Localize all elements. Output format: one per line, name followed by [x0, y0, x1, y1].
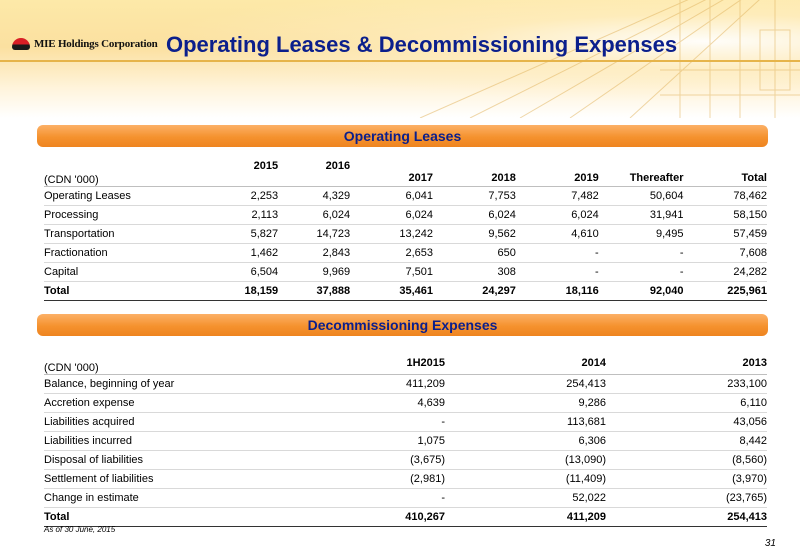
operating-leases-banner: Operating Leases — [37, 125, 768, 147]
cell: 6,024 — [571, 208, 599, 221]
cell: 410,267 — [405, 510, 445, 523]
column-header: 2018 — [491, 172, 516, 184]
row-label: Capital — [44, 265, 79, 278]
cell: 18,159 — [244, 284, 279, 297]
industrial-background-graphic — [380, 0, 800, 118]
cell: (3,675) — [410, 453, 445, 466]
row-label: Transportation — [44, 227, 115, 240]
cell: 9,969 — [322, 265, 351, 278]
column-header: 2019 — [574, 172, 599, 184]
cell: - — [441, 491, 445, 504]
cell: 58,150 — [733, 208, 767, 221]
company-logo — [12, 38, 158, 50]
cell: 113,681 — [567, 415, 606, 428]
cell: 6,041 — [405, 189, 434, 202]
column-header: 2017 — [408, 172, 434, 184]
row-label: Total — [44, 510, 70, 523]
row-label: Balance, beginning of year — [44, 377, 175, 390]
decommissioning-table — [44, 352, 767, 527]
cell: 18,116 — [565, 284, 599, 297]
column-header: 2013 — [742, 356, 767, 369]
logo-text: MIE Holdings Corporation — [34, 38, 158, 50]
cell: (13,090) — [565, 453, 606, 466]
cell: 6,306 — [578, 434, 606, 447]
cell: 7,608 — [739, 246, 767, 259]
row-label: Change in estimate — [44, 491, 139, 504]
header-divider — [0, 60, 800, 62]
table-row — [44, 205, 767, 224]
cell: 6,504 — [250, 265, 279, 278]
cell: 6,024 — [322, 208, 351, 221]
table-row — [44, 412, 767, 431]
cell: 2,843 — [322, 246, 351, 259]
cell: 254,413 — [727, 510, 767, 523]
cell: 411,209 — [566, 510, 606, 523]
cell: 411,209 — [406, 377, 445, 390]
cell: 4,329 — [322, 189, 351, 202]
cell: 8,442 — [739, 434, 767, 447]
cell: (11,409) — [565, 472, 606, 485]
cell: 7,753 — [488, 189, 516, 202]
cell: 4,639 — [417, 396, 445, 409]
column-header: 2015 — [253, 160, 279, 172]
cell: 650 — [497, 246, 516, 259]
table-row — [44, 224, 767, 243]
cell: 37,888 — [316, 284, 351, 297]
cell: 31,941 — [649, 208, 684, 221]
cell: 13,242 — [399, 227, 434, 240]
column-header: Thereafter — [629, 172, 684, 184]
cell: 7,482 — [571, 189, 599, 202]
cell: 5,827 — [250, 227, 279, 240]
cell: 2,653 — [405, 246, 434, 259]
cell: 6,024 — [488, 208, 516, 221]
cell: 35,461 — [399, 284, 434, 297]
table-row — [44, 374, 767, 393]
page-title: Operating Leases & Decommissioning Expenses — [166, 32, 678, 57]
logo-mark-icon — [12, 38, 30, 50]
cell: 6,024 — [405, 208, 434, 221]
cell: 57,459 — [733, 227, 767, 240]
row-label: Liabilities incurred — [44, 434, 133, 447]
cell: 2,113 — [251, 208, 279, 221]
row-label: Disposal of liabilities — [44, 453, 144, 466]
cell: - — [595, 246, 599, 259]
cell: 1,075 — [417, 434, 445, 447]
cell: - — [595, 265, 599, 278]
cell: (2,981) — [410, 472, 445, 485]
cell: 78,462 — [733, 189, 767, 202]
table-header-row — [44, 160, 767, 186]
row-label: Settlement of liabilities — [44, 472, 154, 485]
column-header: 2014 — [581, 356, 606, 369]
cell: 225,961 — [727, 284, 767, 297]
cell: 4,610 — [571, 227, 599, 240]
table-row — [44, 469, 767, 488]
cell: 9,562 — [488, 227, 516, 240]
table-row — [44, 488, 767, 507]
table-row — [44, 431, 767, 450]
cell: 24,297 — [482, 284, 516, 297]
cell: 308 — [497, 265, 516, 278]
table-row — [44, 262, 767, 281]
decommissioning-banner: Decommissioning Expenses — [37, 314, 768, 336]
unit-label: (CDN '000) — [44, 173, 99, 186]
cell: (8,560) — [732, 453, 767, 466]
cell: 52,022 — [572, 491, 606, 504]
cell: - — [679, 265, 684, 278]
column-header: Total — [741, 172, 767, 184]
column-header: 2016 — [325, 160, 351, 172]
cell: 1,462 — [250, 246, 279, 259]
cell: 92,040 — [649, 284, 684, 297]
cell: 9,495 — [655, 227, 684, 240]
row-label: Total — [44, 284, 70, 297]
operating-leases-table — [44, 160, 767, 301]
cell: 50,604 — [649, 189, 684, 202]
row-label: Liabilities acquired — [44, 415, 135, 428]
cell: 254,413 — [566, 377, 606, 390]
cell: - — [441, 415, 445, 428]
row-label: Processing — [44, 208, 99, 221]
table-row — [44, 243, 767, 262]
row-label: Operating Leases — [44, 189, 131, 202]
table-row — [44, 186, 767, 205]
cell: (23,765) — [726, 491, 767, 504]
total-row — [44, 507, 767, 526]
cell: 233,100 — [727, 377, 767, 390]
cell: 14,723 — [316, 227, 351, 240]
header-banner — [0, 0, 800, 118]
footnote: As of 30 June, 2015 — [44, 525, 116, 534]
cell: 24,282 — [733, 265, 767, 278]
cell: 7,501 — [405, 265, 434, 278]
cell: 2,253 — [250, 189, 279, 202]
table-row — [44, 393, 767, 412]
unit-label: (CDN '000) — [44, 361, 99, 374]
row-label: Fractionation — [44, 246, 108, 259]
table-header-row — [44, 352, 767, 374]
row-label: Accretion expense — [44, 396, 135, 409]
column-header: 1H2015 — [406, 356, 445, 369]
total-row — [44, 281, 767, 300]
cell: 43,056 — [733, 415, 767, 428]
cell: 9,286 — [578, 396, 606, 409]
table-row — [44, 450, 767, 469]
cell: (3,970) — [732, 472, 767, 485]
cell: - — [679, 246, 684, 259]
cell: 6,110 — [740, 396, 767, 409]
page-number: 31 — [764, 538, 776, 549]
